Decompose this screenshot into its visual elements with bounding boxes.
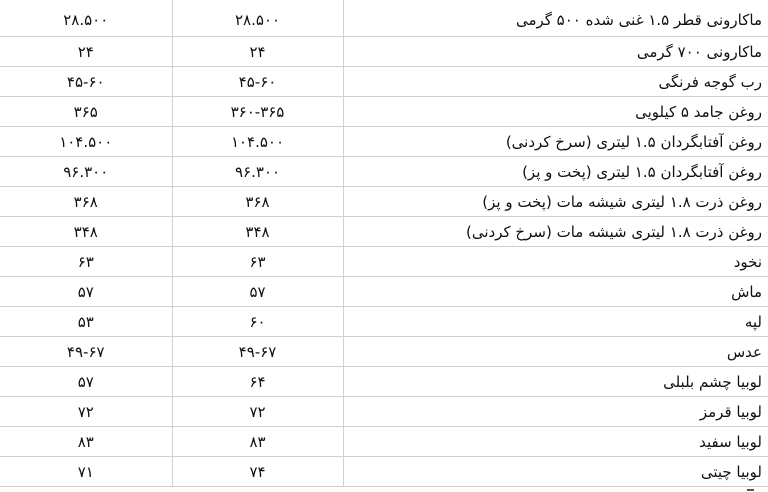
table-row [0,97,768,127]
new-price-cell: ۳۶۸ [0,187,172,217]
new-price-cell: ۵۷ [0,277,172,307]
new-price-cell: ۳۴۸ [0,217,172,247]
table-row [0,187,768,217]
new-price-cell: ۱۰۴.۵۰۰ [0,127,172,157]
new-price-cell: ۴۵-۶۰ [0,67,172,97]
new-price-cell: ۸۳ [0,427,172,457]
old-price-cell: ۱۰۴.۵۰۰ [172,127,343,157]
table-row [0,457,768,487]
new-price-cell: ۷۱ [0,457,172,487]
new-price-cell: ۹۶.۳۰۰ [0,157,172,187]
new-price-cell: ۷۲ [0,397,172,427]
item-name-cell: ماش [343,277,768,307]
item-name-cell: ماکارونی قطر ۱.۵ غنی شده ۵۰۰ گرمی [343,0,768,37]
table-row [0,427,768,457]
new-price-cell: ۵۳ [0,307,172,337]
item-name-cell: نخود [343,247,768,277]
item-name-cell: لوبیا چیتی [343,457,768,487]
old-price-cell: ۸۳ [172,427,343,457]
item-name-cell: روغن آفتابگردان ۱.۵ لیتری (سرخ کردنی) [343,127,768,157]
table-row [0,397,768,427]
old-price-cell: ۶۴ [172,367,343,397]
table-row [0,367,768,397]
old-price-cell: ۷۲ [172,397,343,427]
item-name-cell: روغن آفتابگردان ۱.۵ لیتری (پخت و پز) [343,157,768,187]
table-row [0,67,768,97]
table-row [0,277,768,307]
old-price-cell: ۵۷ [172,277,343,307]
old-price-cell: ۲۴ [172,37,343,67]
old-price-cell: ۳۴۸ [172,217,343,247]
new-price-cell: ۵۷ [0,367,172,397]
item-name-cell: لپه [343,307,768,337]
old-price-cell: ۲۸.۵۰۰ [172,0,343,37]
scroll-edge-mark [747,489,754,491]
item-name-cell: لوبیا سفید [343,427,768,457]
table-row [0,217,768,247]
item-name-cell: ماکارونی ۷۰۰ گرمی [343,37,768,67]
table-row [0,307,768,337]
item-name-cell: رب گوجه فرنگی [343,67,768,97]
table-row [0,247,768,277]
new-price-cell: ۲۴ [0,37,172,67]
new-price-cell: ۲۸.۵۰۰ [0,0,172,37]
new-price-cell: ۶۳ [0,247,172,277]
old-price-cell: ۴۹-۶۷ [172,337,343,367]
item-name-cell: روغن ذرت ۱.۸ لیتری شیشه مات (سرخ کردنی) [343,217,768,247]
item-name-cell: عدس [343,337,768,367]
item-name-cell: لوبیا قرمز [343,397,768,427]
table-row [0,37,768,67]
old-price-cell: ۶۰ [172,307,343,337]
new-price-cell: ۳۶۵ [0,97,172,127]
table-row [0,127,768,157]
table-row [0,337,768,367]
table-row [0,0,768,37]
old-price-cell: ۴۵-۶۰ [172,67,343,97]
old-price-cell: ۹۶.۳۰۰ [172,157,343,187]
old-price-cell: ۳۶۸ [172,187,343,217]
new-price-cell: ۴۹-۶۷ [0,337,172,367]
item-name-cell: روغن جامد ۵ کیلویی [343,97,768,127]
item-name-cell: لوبیا چشم بلبلی [343,367,768,397]
item-name-cell: روغن ذرت ۱.۸ لیتری شیشه مات (پخت و پز) [343,187,768,217]
table-row [0,157,768,187]
old-price-cell: ۳۶۰-۳۶۵ [172,97,343,127]
old-price-cell: ۷۴ [172,457,343,487]
old-price-cell: ۶۳ [172,247,343,277]
